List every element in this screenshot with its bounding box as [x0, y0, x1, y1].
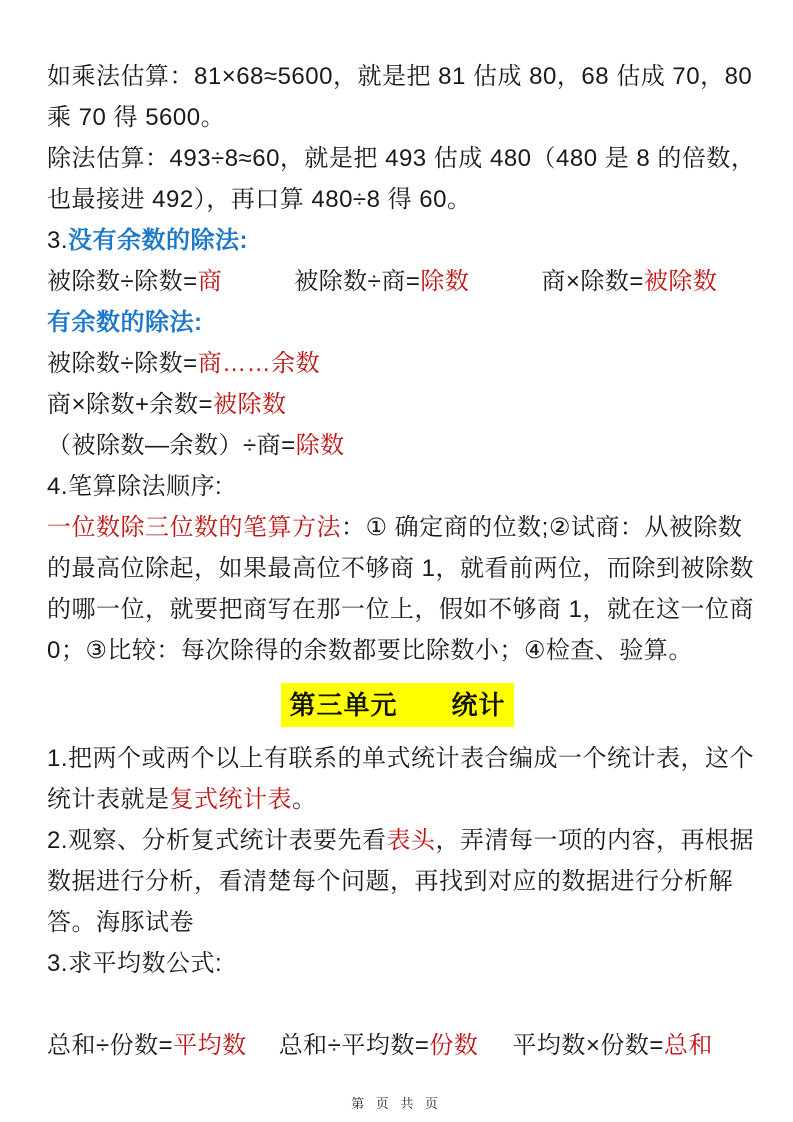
heading-average-formula — [47, 943, 748, 984]
written-division-line-1 — [47, 507, 748, 548]
statistics-point-2-line-2 — [47, 861, 748, 902]
text-segment: 1.把两个或两个以上有联系的单式统计表合编成一个统计表，这个 — [47, 745, 755, 772]
page-footer — [0, 1093, 793, 1112]
text-segment: 被除数 — [643, 268, 718, 295]
footer-page-count-text: 第 页 共 页 — [351, 1096, 442, 1111]
text-segment: 0；③比较：每次除得的余数都要比除数小；④检查、验算。 — [47, 637, 693, 664]
formula-gap — [469, 282, 541, 283]
text-segment: 的哪一位，就要把商写在那一位上，假如不够商 1，就在这一位商 — [47, 596, 755, 623]
text-segment: （被除数—余数）÷商= — [47, 432, 296, 459]
text-segment: 被除数÷除数= — [47, 350, 198, 377]
remainder-formula-1 — [47, 343, 748, 384]
average-formula-row — [47, 1025, 748, 1066]
text-segment: 2.观察、分析复式统计表要先看 — [47, 827, 387, 854]
text-segment: 被除数÷商= — [294, 268, 421, 295]
text-segment: 的最高位除起，如果最高位不够商 1，就看前两位，而除到被除数 — [47, 555, 755, 582]
text-segment: 商 — [197, 268, 223, 295]
text-segment: 商……余数 — [197, 350, 321, 377]
text-segment: 总和÷份数= — [47, 1032, 174, 1059]
text-segment: 答。海豚试卷 — [47, 909, 194, 936]
estimation-divide-line-2 — [47, 179, 748, 220]
heading-no-remainder-division — [47, 220, 748, 261]
text-segment: 商×除数+余数= — [47, 391, 214, 418]
text-segment: 没有余数的除法: — [68, 227, 249, 254]
text-segment: 一位数除三位数的笔算方法 — [47, 514, 341, 541]
statistics-point-1-line-1 — [47, 738, 755, 779]
text-segment: ，弄清每一项的内容，再根据 — [435, 827, 755, 854]
statistics-point-2-line-1 — [47, 820, 755, 861]
text-segment: 乘 70 得 5600。 — [47, 104, 226, 131]
remainder-formula-2 — [47, 384, 748, 425]
heading-written-division-order — [47, 466, 748, 507]
text-segment: ：① 确定商的位数;②试商：从被除数 — [341, 514, 743, 541]
text-segment: 也最接进 492），再口算 480÷8 得 60。 — [47, 186, 472, 213]
text-segment: 统计表就是 — [47, 786, 170, 813]
text-segment: 平均数 — [173, 1032, 247, 1059]
estimation-divide-line-1 — [47, 138, 756, 179]
text-segment: 4.笔算除法顺序: — [47, 473, 223, 500]
text-segment: 商×除数= — [541, 268, 644, 295]
written-division-line-4 — [47, 630, 748, 671]
statistics-point-2-line-3 — [47, 902, 748, 943]
text-segment: 除法估算：493÷8≈60，就是把 493 估成 480（480 是 8 的倍数， — [47, 145, 756, 172]
blank-line — [47, 984, 748, 1025]
division-formula-row — [47, 261, 748, 302]
text-segment: 3. — [47, 227, 69, 254]
document-body — [47, 56, 756, 1066]
formula-gap — [478, 1046, 512, 1047]
formula-gap — [247, 1046, 279, 1047]
text-segment: 数据进行分析，看清楚每个问题，再找到对应的数据进行分析解 — [47, 868, 733, 895]
text-segment: 总和 — [663, 1032, 713, 1059]
text-segment: 如乘法估算：81×68≈5600，就是把 81 估成 80，68 估成 70，80 — [47, 63, 753, 90]
written-division-line-2 — [47, 548, 755, 589]
text-segment: 份数 — [429, 1032, 479, 1059]
estimation-multiply-line-2 — [47, 97, 748, 138]
written-division-line-3 — [47, 589, 755, 630]
text-segment: 。 — [292, 786, 317, 813]
remainder-formula-3 — [47, 425, 748, 466]
text-segment: 表头 — [386, 827, 436, 854]
text-segment: 被除数 — [213, 391, 287, 418]
text-segment: 复式统计表 — [169, 786, 292, 813]
section-title-highlight: 第三单元 统计 — [281, 683, 513, 727]
statistics-point-1-line-2 — [47, 779, 748, 820]
text-segment: 除数 — [295, 432, 345, 459]
section-3-title — [47, 683, 748, 730]
text-segment: 被除数÷除数= — [47, 268, 198, 295]
text-segment: 除数 — [420, 268, 470, 295]
heading-remainder-division — [47, 302, 748, 343]
text-segment: 平均数×份数= — [512, 1032, 664, 1059]
text-segment: 有余数的除法: — [47, 309, 203, 336]
formula-gap — [222, 282, 294, 283]
text-segment: 3.求平均数公式: — [47, 950, 223, 977]
estimation-multiply-line-1 — [47, 56, 753, 97]
text-segment: 总和÷平均数= — [278, 1032, 430, 1059]
